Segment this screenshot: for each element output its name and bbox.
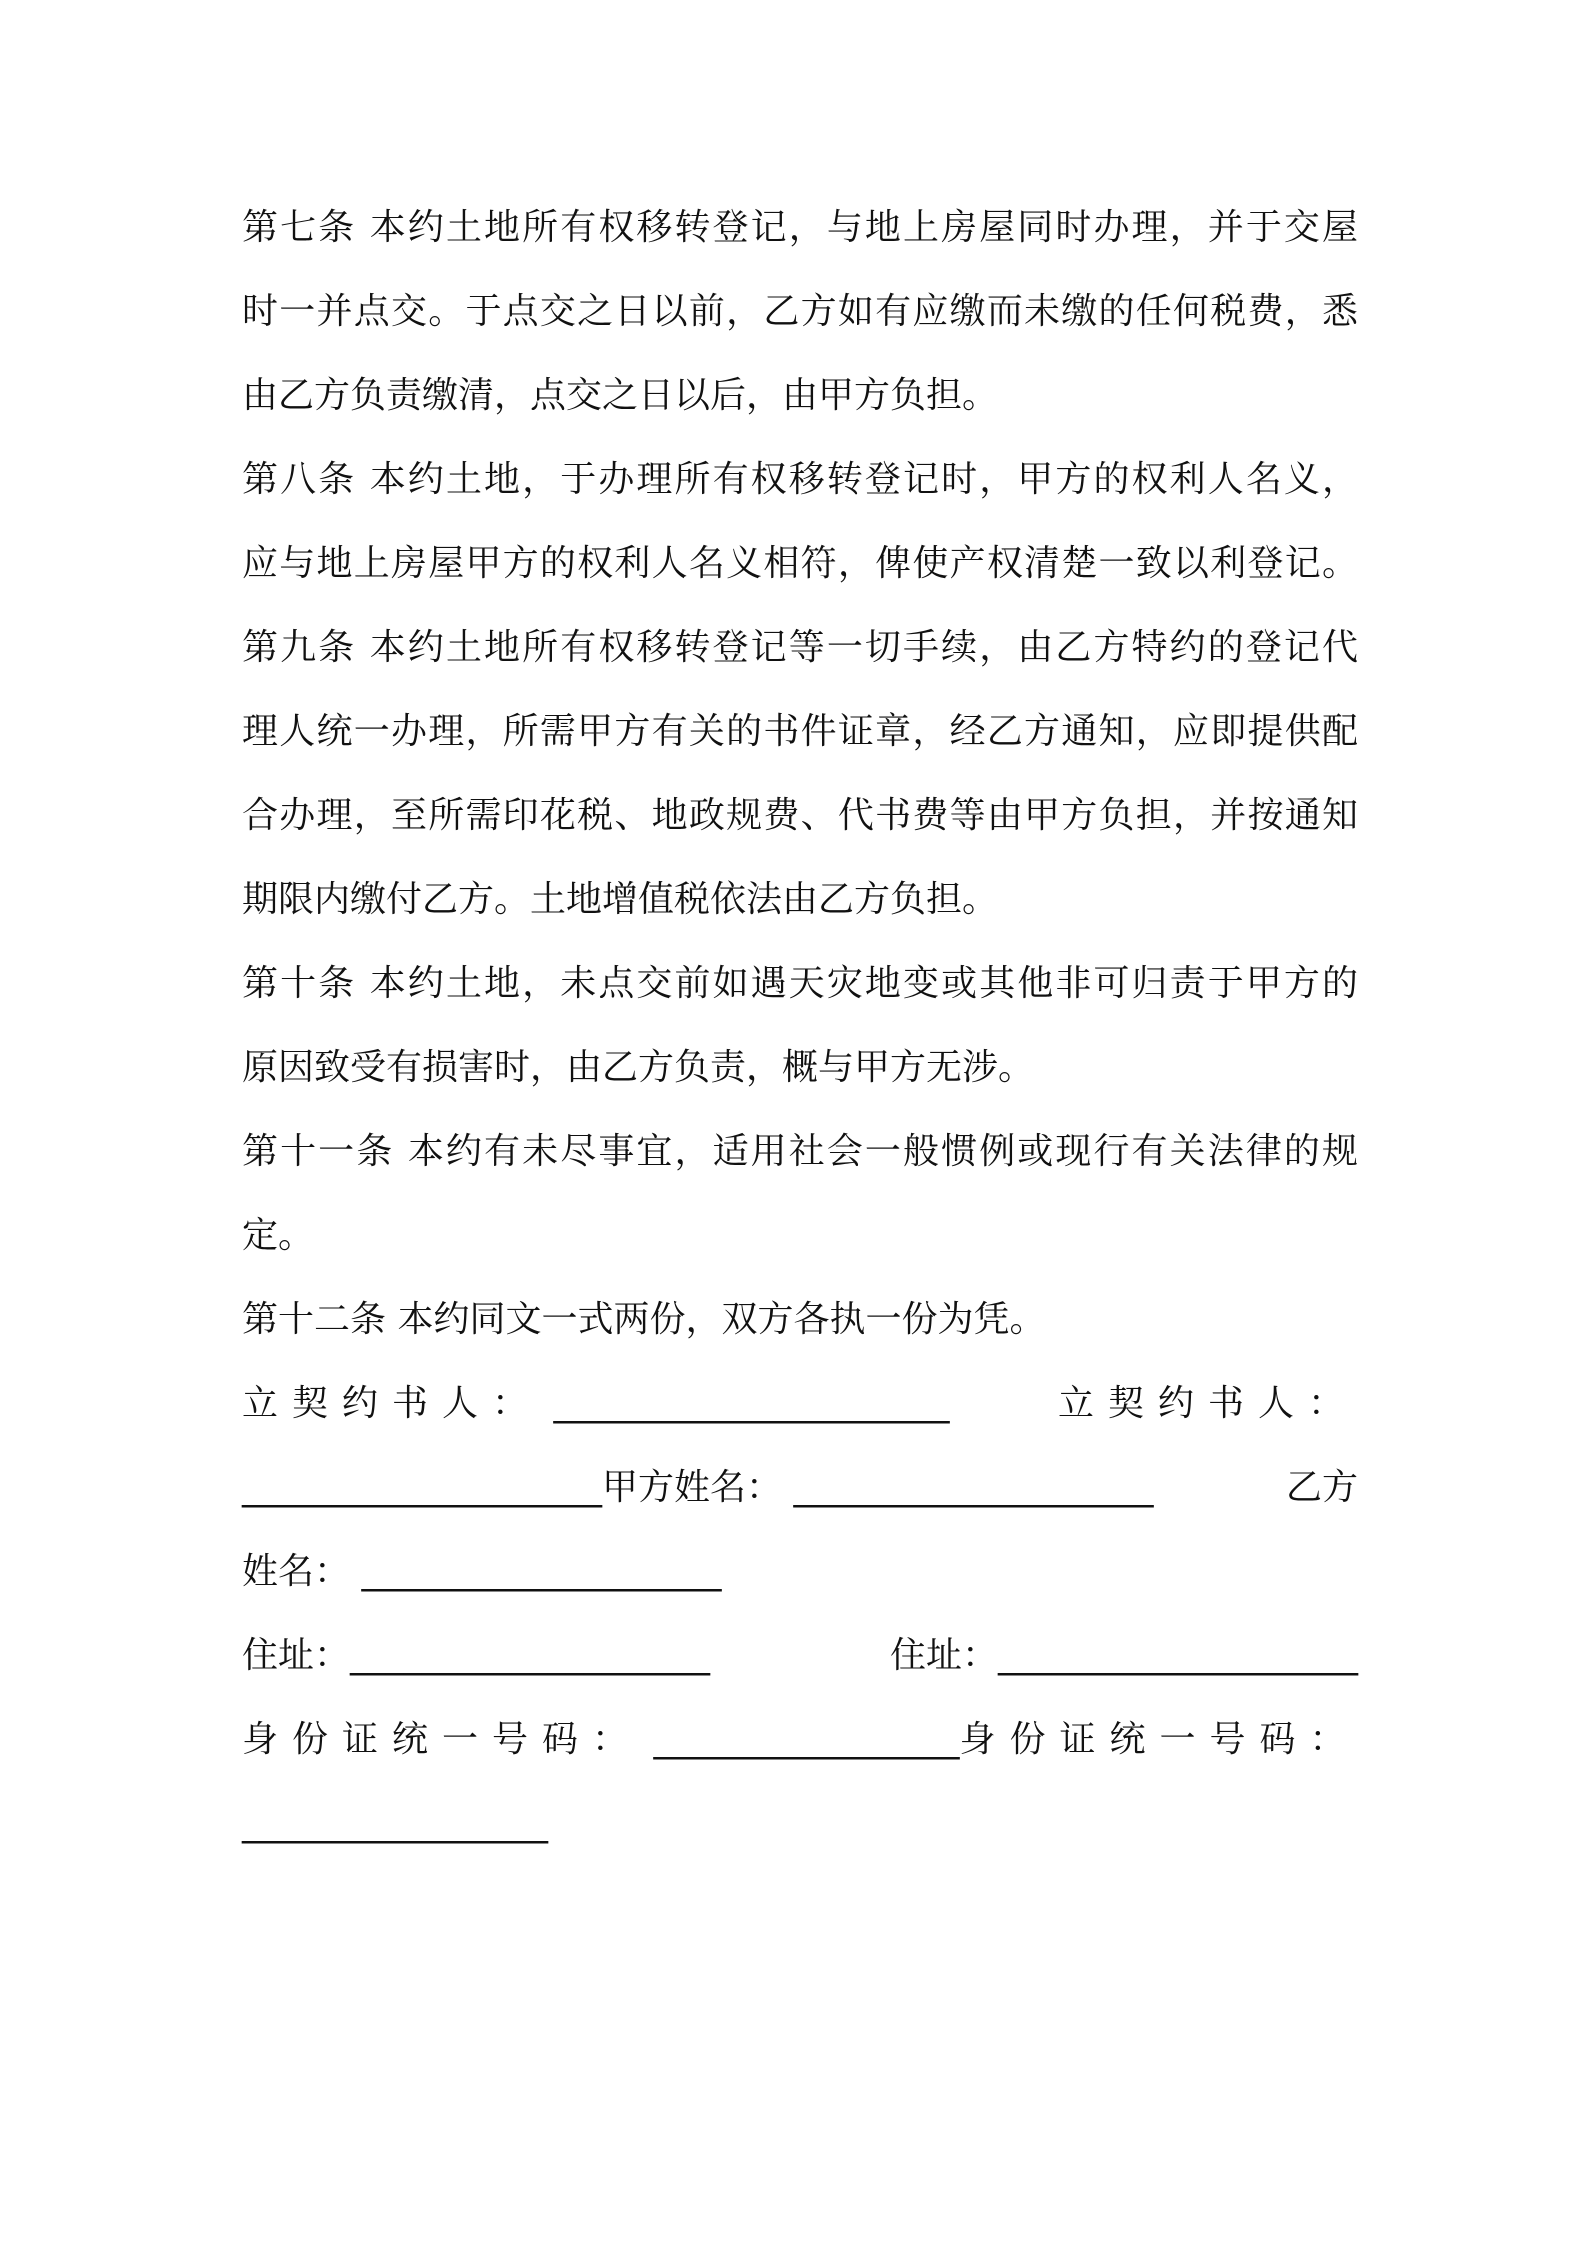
signer-label-b: 立契约书人： — [1057, 1383, 1358, 1424]
contract-document — [242, 186, 1358, 1866]
article-9-line: 第九条 本约土地所有权移转登记等一切手续，由乙方特约的登记代 — [242, 627, 1358, 668]
article-9-line: 合办理，至所需印花税、地政规费、代书费等由甲方负担，并按通知 — [242, 795, 1358, 836]
party-b-name-label: 姓名： — [242, 1551, 351, 1592]
signer-blank-a[interactable]: ______________________ — [553, 1383, 950, 1424]
article-10-line: 第十条 本约土地，未点交前如遇天灾地变或其他非可归责于甲方的 — [242, 963, 1358, 1004]
signer-blank-b[interactable]: ____________________ — [242, 1467, 602, 1508]
signer-label-a: 立契约书人： — [242, 1383, 543, 1424]
article-8-line: 第八条 本约土地，于办理所有权移转登记时，甲方的权利人名义， — [242, 459, 1358, 500]
address-label-a: 住址： — [242, 1635, 351, 1676]
article-9-line: 理人统一办理，所需甲方有关的书件证章，经乙方通知，应即提供配 — [242, 711, 1358, 752]
party-b-name-row — [242, 1530, 1358, 1614]
article-9-line: 期限内缴付乙方。土地增值税依法由乙方负担。 — [242, 879, 999, 920]
article-11-line: 定。 — [242, 1215, 315, 1256]
id-row — [242, 1698, 1358, 1782]
article-12-line: 第十二条 本约同文一式两份，双方各执一份为凭。 — [242, 1299, 1046, 1340]
party-b-prefix: 乙方 — [1285, 1467, 1358, 1508]
party-b-name-blank[interactable]: ____________________ — [361, 1551, 722, 1592]
article-11-line: 第十一条 本约有未尽事宜，适用社会一般惯例或现行有关法律的规 — [242, 1131, 1358, 1172]
party-a-name-label: 甲方姓名： — [602, 1467, 783, 1508]
article-7-line: 时一并点交。于点交之日以前，乙方如有应缴而未缴的任何税费，悉 — [242, 291, 1358, 332]
address-blank-b[interactable]: ____________________ — [998, 1635, 1358, 1676]
address-row — [242, 1614, 1358, 1698]
id-blank-a[interactable]: _________________ — [653, 1719, 960, 1760]
signer-row — [242, 1362, 1358, 1446]
article-7-line: 由乙方负责缴清，点交之日以后，由甲方负担。 — [242, 375, 999, 416]
article-10-line: 原因致受有损害时，由乙方负责，概与甲方无涉。 — [242, 1047, 1035, 1088]
article-7-line: 第七条 本约土地所有权移转登记，与地上房屋同时办理，并于交屋 — [242, 207, 1358, 248]
id-label-b: 身份证统一号码： — [959, 1719, 1360, 1760]
party-a-name-blank[interactable]: ____________________ — [793, 1467, 1154, 1508]
id-blank-row — [242, 1782, 1358, 1866]
name-row — [242, 1446, 1358, 1530]
id-label-a: 身份证统一号码： — [242, 1719, 643, 1760]
address-label-b: 住址： — [889, 1635, 998, 1676]
address-blank-a[interactable]: ____________________ — [350, 1635, 711, 1676]
article-8-line: 应与地上房屋甲方的权利人名义相符，俾使产权清楚一致以利登记。 — [242, 543, 1358, 584]
id-blank-b[interactable]: _________________ — [242, 1803, 548, 1844]
